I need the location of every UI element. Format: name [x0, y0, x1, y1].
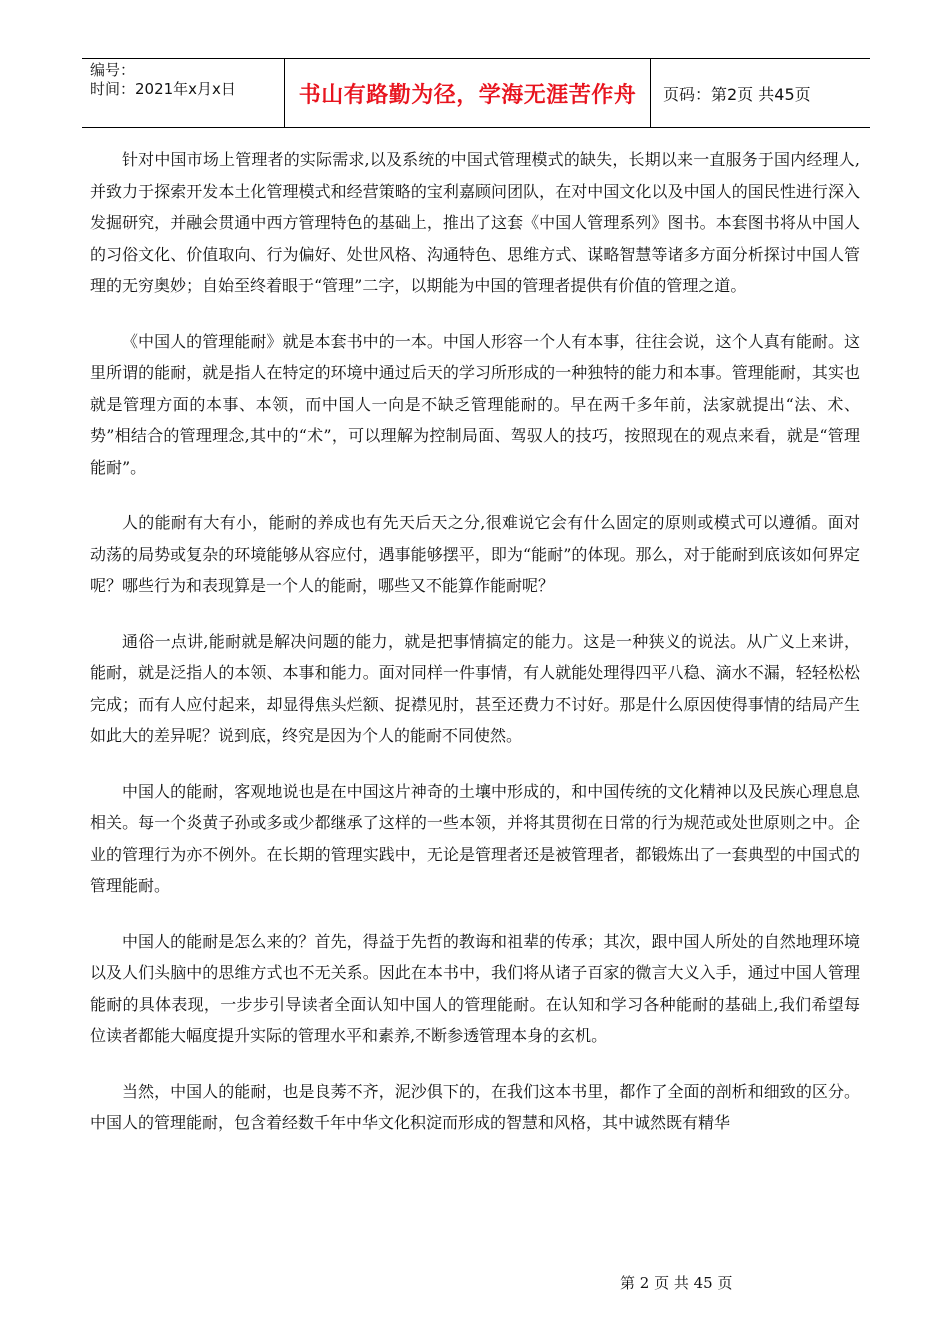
header-meta: [82, 59, 284, 127]
page-header: [82, 58, 870, 128]
paragraph-6: 中国人的能耐是怎么来的？首先，得益于先哲的教诲和祖辈的传承；其次，跟中国人所处的自然地理环境以及人们头脑中的思维方式也不无关系。因此在本书中，我们将从诸子百家的微言大义入手，通过中国人管理能耐的具体表现，一步步引导读者全面认知中国人的管理能耐。在认知和学习各种能耐的基础上,我们希望每位读者都能大幅度提升实际的管理水平和素养,不断参透管理本身的玄机。: [90, 931, 860, 1045]
header-motto: 书山有路勤为径，学海无涯苦作舟: [284, 59, 651, 127]
paragraph-7: 当然，中国人的能耐，也是良莠不齐，泥沙俱下的，在我们这本书里，都作了全面的剖析和细致的区分。中国人的管理能耐，包含着经数千年中华文化积淀而形成的智慧和风格，其中诚然既有精华: [90, 1081, 860, 1132]
page-footer: 第 2 页 共 45 页: [620, 1274, 733, 1292]
document-number-label: 编号：: [90, 61, 136, 79]
paragraph-3: 人的能耐有大有小，能耐的养成也有先天后天之分,很难说它会有什么固定的原则或模式可以遵循。面对动荡的局势或复杂的环境能够从容应付，遇事能够摆平，即为“能耐”的体现。那么，对于能耐到底该如何界定呢？哪些行为和表现算是一个人的能耐，哪些又不能算作能耐呢？: [90, 513, 860, 595]
document-body: [90, 144, 860, 1163]
paragraph-5: 中国人的能耐，客观地说也是在中国这片神奇的土壤中形成的，和中国传统的文化精神以及民族心理息息相关。每一个炎黄子孙或多或少都继承了这样的一些本领，并将其贯彻在日常的行为规范或处世原则之中。企业的管理行为亦不例外。在长期的管理实践中，无论是管理者还是被管理者，都锻炼出了一套典型的中国式的管理能耐。: [90, 781, 860, 895]
paragraph-2: 《中国人的管理能耐》就是本套书中的一本。中国人形容一个人有本事，往往会说，这个人真有能耐。这里所谓的能耐，就是指人在特定的环境中通过后天的学习所形成的一种独特的能力和本事。管理能耐，其实也就是管理方面的本事、本领，而中国人一向是不缺乏管理能耐的。早在两千多年前，法家就提出“法、术、势”相结合的管理理念,其中的“术”，可以理解为控制局面、驾驭人的技巧，按照现在的观点来看，就是“管理能耐”。: [90, 331, 860, 477]
paragraph-1: 针对中国市场上管理者的实际需求,以及系统的中国式管理模式的缺失，长期以来一直服务于国内经理人,并致力于探索开发本土化管理模式和经营策略的宝利嘉顾问团队，在对中国文化以及中国人的国民性进行深入发掘研究，并融会贯通中西方管理特色的基础上，推出了这套《中国人管理系列》图书。本套图书将从中国人的习俗文化、价值取向、行为偏好、处世风格、沟通特色、思维方式、谋略智慧等诸多方面分析探讨中国人管理的无穷奥妙；自始至终着眼于“管理”二字，以期能为中国的管理者提供有价值的管理之道。: [90, 150, 860, 295]
header-page-info: 页码：第2页 共45页: [663, 84, 811, 104]
paragraph-4: 通俗一点讲,能耐就是解决问题的能力，就是把事情搞定的能力。这是一种狭义的说法。从广义上来讲，能耐，就是泛指人的本领、本事和能力。面对同样一件事情，有人就能处理得四平八稳、滴水不漏，轻轻松松完成；而有人应付起来，却显得焦头烂额、捉襟见肘，甚至还费力不讨好。那是什么原因使得事情的结局产生如此大的差异呢？说到底，终究是因为个人的能耐不同使然。: [90, 631, 860, 745]
document-time-label: 时间：2021年x月x日: [90, 80, 236, 98]
